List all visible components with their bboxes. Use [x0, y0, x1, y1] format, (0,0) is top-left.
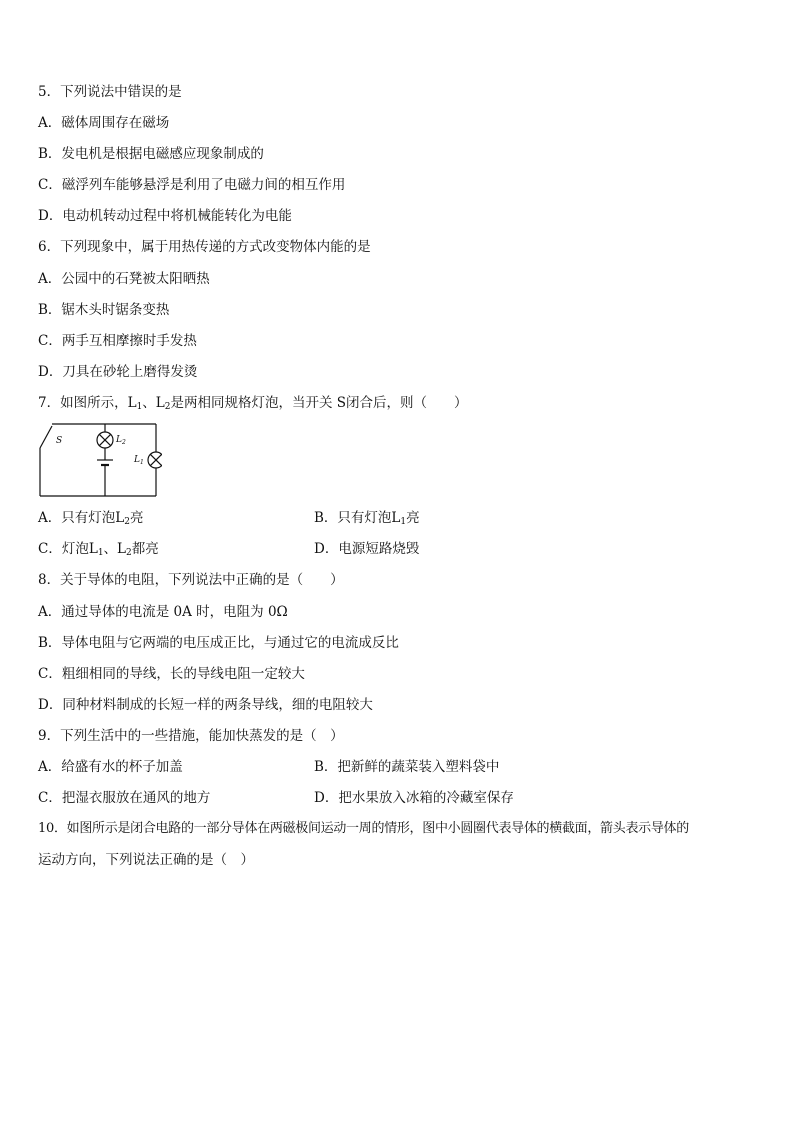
- q8-option-c[interactable]: C．粗细相同的导线，长的导线电阻一定较大: [38, 666, 305, 682]
- q9-option-d[interactable]: D．把水果放入冰箱的冷藏室保存: [314, 790, 514, 806]
- q7-lamp-sub: 1: [136, 402, 143, 412]
- q7-lamp1-icon: [148, 452, 162, 468]
- q6-option-d[interactable]: D．刀具在砂轮上磨得发烫: [38, 364, 198, 380]
- q7-option-c-sep: 、: [103, 541, 118, 557]
- q7-lamp2-label: $L_2$: [116, 435, 126, 446]
- q7-option-d[interactable]: D．电源短路烧毁: [314, 541, 420, 557]
- q5-stem: 5．下列说法中错误的是: [38, 84, 182, 100]
- q7-lamp-label: L: [155, 395, 165, 411]
- q5-option-c[interactable]: C．磁浮列车能够悬浮是利用了电磁力间的相互作用: [38, 177, 346, 193]
- q7-lamp-label: L: [127, 395, 137, 411]
- q9-option-a[interactable]: A．给盛有水的杯子加盖: [38, 759, 183, 775]
- q5-option-a[interactable]: A．磁体周围存在磁场: [38, 115, 170, 131]
- q7-option-a-text: A．只有灯泡: [38, 510, 116, 526]
- q8-option-d[interactable]: D．同种材料制成的长短一样的两条导线，细的电阻较大: [38, 697, 373, 713]
- q7-lamp1-label: $L_1$: [134, 455, 144, 466]
- q5-option-d[interactable]: D．电动机转动过程中将机械能转化为电能: [38, 208, 292, 224]
- q7-lamp-label: L: [115, 510, 125, 526]
- q6-option-b[interactable]: B．锯木头时锯条变热: [38, 302, 170, 318]
- q9-option-b[interactable]: B．把新鲜的蔬菜装入塑料袋中: [314, 759, 500, 775]
- q7-lamp-sub: 1: [97, 548, 104, 558]
- q10-stem-line-2: 运动方向，下列说法正确的是（ ）: [38, 852, 254, 868]
- q8-option-a[interactable]: A．通过导体的电流是 0A 时，电阻为 0Ω: [38, 604, 288, 620]
- q8-stem: 8．关于导体的电阻，下列说法中正确的是（ ）: [38, 572, 344, 588]
- q6-option-c[interactable]: C．两手互相摩擦时手发热: [38, 333, 197, 349]
- q7-option-b-suffix: 亮: [406, 510, 420, 526]
- q10-stem-line-1: 10．如图所示是闭合电路的一部分导体在两磁极间运动一周的情形，图中小圆圈代表导体的横截面，箭头表示导体的: [38, 821, 689, 836]
- q7-sep: 、: [142, 395, 156, 411]
- q7-lamp-sub: 2: [124, 517, 130, 527]
- q7-stem: [38, 394, 468, 416]
- q7-lamp-sub: 2: [164, 402, 171, 412]
- q7-option-b[interactable]: [314, 509, 420, 531]
- q7-lamp-sub: 1: [400, 517, 407, 527]
- q7-switch-label: S: [56, 436, 63, 446]
- q7-stem-post: 是两相同规格灯泡，当开关 S闭合后，则（ ）: [170, 395, 468, 411]
- q7-lamp-label: L: [88, 541, 98, 557]
- q9-option-c[interactable]: C．把湿衣服放在通风的地方: [38, 790, 211, 806]
- q7-option-c[interactable]: [38, 540, 159, 562]
- q7-circuit-diagram: [38, 420, 162, 500]
- q6-option-a[interactable]: A．公园中的石凳被太阳晒热: [38, 271, 210, 287]
- q7-lamp-label: L: [391, 510, 401, 526]
- q7-option-b-text: B．只有灯泡: [314, 510, 392, 526]
- q9-stem: 9．下列生活中的一些措施，能加快蒸发的是（ ）: [38, 728, 344, 744]
- q7-lamp-sub: 2: [126, 548, 132, 558]
- q7-lamp-label: L: [117, 541, 127, 557]
- q6-stem: 6．下列现象中，属于用热传递的方式改变物体内能的是: [38, 239, 371, 255]
- q8-option-b[interactable]: B．导体电阻与它两端的电压成正比，与通过它的电流成反比: [38, 635, 399, 651]
- q5-option-b[interactable]: B．发电机是根据电磁感应现象制成的: [38, 146, 264, 162]
- q7-stem-pre: 7．如图所示，: [38, 395, 128, 411]
- q7-option-c-suffix: 都亮: [131, 541, 159, 557]
- q7-option-a[interactable]: [38, 509, 143, 531]
- q7-switch-blade: [40, 426, 52, 448]
- q7-option-c-text: C．灯泡: [38, 541, 89, 557]
- q7-option-a-suffix: 亮: [129, 510, 144, 526]
